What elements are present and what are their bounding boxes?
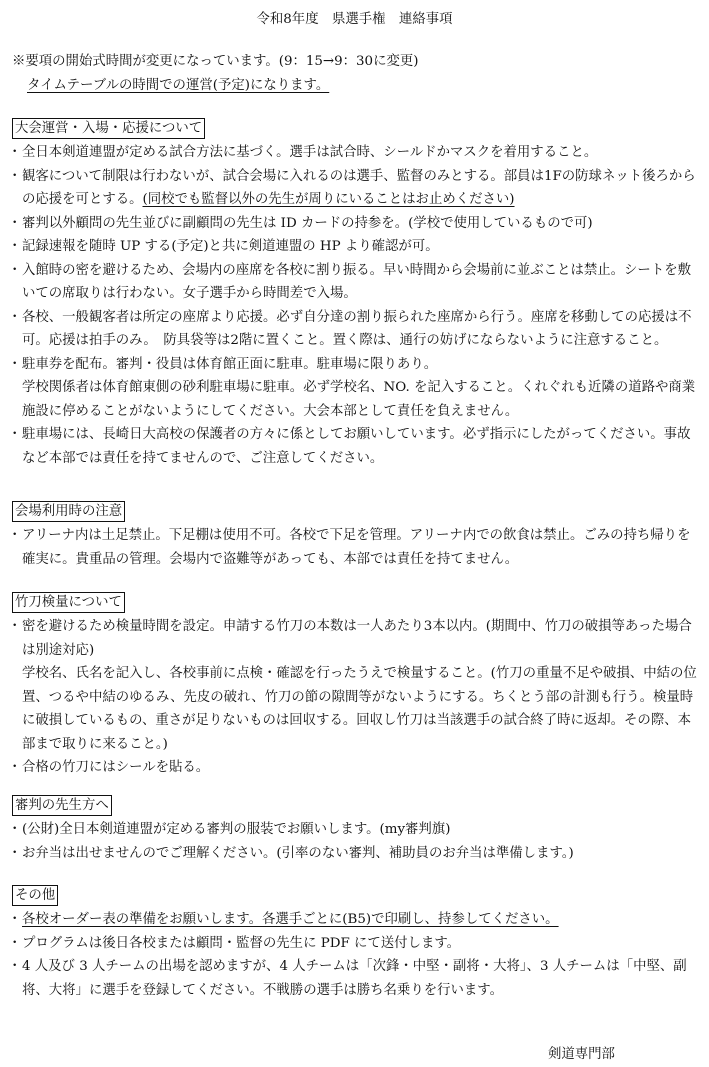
list-item: ・ 入館時の密を避けるため、会場内の座席を各校に割り振る。早い時間から会場前に並ぶことは禁止。シートを敷いての席取りは行わない。女子選手から時間差で入場。 (12, 259, 702, 306)
list-item: ・ 密を避けるため検量時間を設定。申請する竹刀の本数は一人あたり3本以内。(期間中、竹刀の破損等あった場合は別途対応) (12, 615, 702, 662)
list-item: ・ 全日本剣道連盟が定める試合方法に基づく。選手は試合時、シールドかマスクを着用すること。 (12, 141, 702, 165)
list-item: ・ プログラムは後日各校または顧問・監督の先生に PDF にて送付します。 (12, 932, 702, 956)
list-item: ・ 4 人及び 3 人チームの出場を認めますが、4 人チームは「次鋒・中堅・副将・大将」、3 人チームは「中堅、副将、大将」に選手を登録してください。不戦勝の選手は勝ち名乗りを行います。 (12, 955, 702, 1002)
section-referees (12, 794, 702, 865)
section-heading-shinai: 竹刀検量について (12, 592, 125, 613)
list-item: ・ 記録速報を随時 UP する(予定)と共に剣道連盟の HP より確認が可。 (12, 235, 702, 259)
section-operation (12, 117, 702, 470)
list-item (12, 165, 702, 212)
notice-line-1: ※要項の開始式時間が変更になっています。(9：15→9：30に変更) (12, 54, 419, 69)
list-item: ・ 審判以外顧問の先生並びに副顧問の先生は ID カードの持参を。(学校で使用しているもので可) (12, 212, 702, 236)
list-item-underlined-text: 各校オーダー表の準備をお願いします。各選手ごとに(B5)で印刷し、持参してください。 (22, 912, 559, 927)
section-shinai (12, 591, 702, 780)
list-item-underlined-text: (同校でも監督以外の先生が周りにいることはお止めください) (142, 192, 515, 207)
list-item: ・ 駐車場には、長崎日大高校の保護者の方々に係としてお願いしています。必ず指示にしたがってください。事故など本部では責任を持てませんので、ご注意してください。 (12, 423, 702, 470)
list-item-continuation: 学校名、氏名を記入し、各校事前に点検・確認を行ったうえで検量すること。(竹刀の重量不足や破損、中結の位置、つるや中結のゆるみ、先皮の破れ、竹刀の節の隙間等がないようにする。ちくとう部の計測も行う。検量時に破損しているもの、重さが足りないものは回収する。回収し竹刀は当該選手の試合終了時に返却。その際、本部まで取りに来ること。) (22, 666, 697, 752)
list-item: ・ アリーナ内は土足禁止。下足棚は使用不可。各校で下足を管理。アリーナ内での飲食は禁止。ごみの持ち帰りを確実に。貴重品の管理。会場内で盗難等があっても、本部では責任を持てません。 (12, 524, 702, 571)
list-item: ・ 各校、一般観客者は所定の座席より応援。必ず自分達の割り振られた座席から行う。座席を移動しての応援は不可。応援は拍手のみ。 防具袋等は2階に置くこと。置く際は、通行の妨げにならないように注意すること。 (12, 306, 702, 353)
list-item: ・ (公財)全日本剣道連盟が定める審判の服装でお願いします。(my審判旗) (12, 818, 702, 842)
section-heading-venue: 会場利用時の注意 (12, 501, 125, 522)
list-item: ・ 駐車券を配布。審判・役員は体育館正面に駐車。駐車場に限りあり。 (12, 353, 702, 377)
list-item (12, 908, 702, 932)
document-footer-signature: 剣道専門部 (548, 1047, 615, 1062)
document-title: 令和8年度 県選手権 連絡事項 (256, 12, 453, 27)
notice-block (12, 50, 702, 97)
section-heading-other: その他 (12, 885, 58, 906)
notice-line-2-text: タイムテーブルの時間での運営(予定)になります。 (27, 77, 330, 93)
list-item: ・ 合格の竹刀にはシールを貼る。 (12, 756, 702, 780)
section-venue (12, 500, 702, 571)
section-other (12, 884, 702, 1002)
section-heading-referees: 審判の先生方へ (12, 795, 112, 816)
list-item-continuation: 学校関係者は体育館東側の砂利駐車場に駐車。必ず学校名、NO. を記入すること。くれぐれも近隣の道路や商業施設に停めることがないようにしてください。大会本部として責任を負えません。 (22, 380, 696, 419)
section-heading-operation: 大会運営・入場・応援について (12, 118, 205, 139)
notice-line-2 (12, 74, 702, 98)
list-item-text: 観客について制限は行わないが、試合会場に入れるのは選手、監督のみとする。部員は1Fの防球ネット後ろからの応援を可とする。 (22, 168, 696, 207)
list-item: ・ お弁当は出せませんのでご理解ください。(引率のない審判、補助員のお弁当は準備します。) (12, 842, 702, 866)
